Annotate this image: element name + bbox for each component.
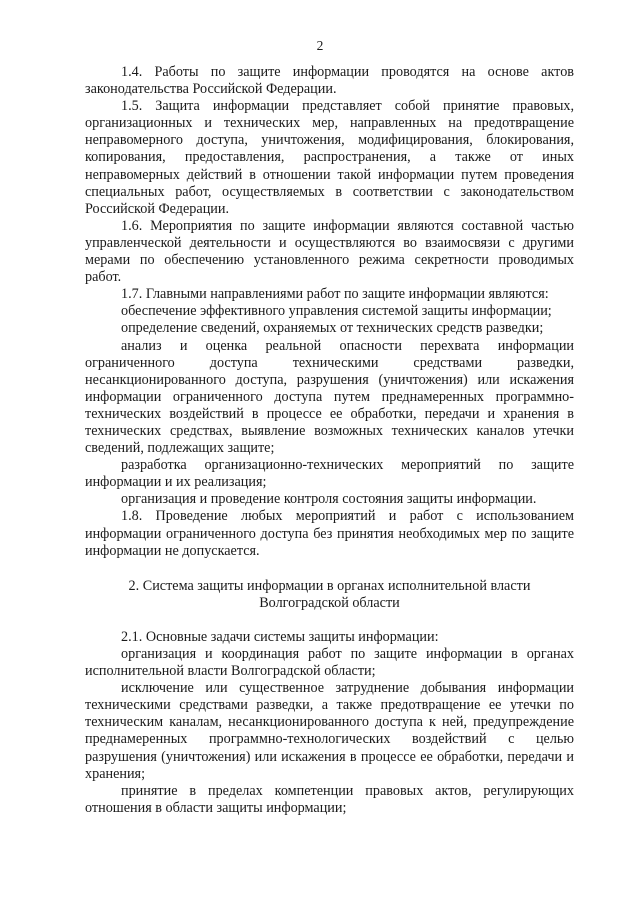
list-item-legal-acts: принятие в пределах компетенции правовых актов, регулирующих отношения в области защиты информации; [85, 782, 574, 816]
paragraph-1-8: 1.8. Проведение любых мероприятий и работ с использованием информации ограниченного доступа без принятия необходимых мер по защите информации не допускается. [85, 508, 574, 559]
page-number: 2 [316, 38, 324, 53]
list-item-control: организация и проведение контроля состояния защиты информации. [121, 491, 537, 508]
list-item-coordination: организация и координация работ по защите информации в органах исполнительной власти Волгоградской области; [85, 646, 574, 680]
document-body [85, 64, 574, 817]
list-item-prevention: исключение или существенное затруднение добывания информации техническими средствами разведки, а также предотвращение ее утечки по техническим каналам, несанкционированного доступа к ней, предупреждение преднамеренных программно-технологических воздействий с целью разрушения (уничтожения) или искажения в процессе ее обработки, передачи и хранения; [85, 680, 574, 782]
section-heading: 2. Система защиты информации в органах исполнительной власти Волгоградской области [128, 577, 531, 611]
paragraph-1-4: 1.4. Работы по защите информации проводятся на основе актов законодательства Российской Федерации. [85, 64, 574, 98]
list-item-measures: разработка организационно-технических мероприятий по защите информации и их реализация; [85, 457, 574, 491]
paragraph-1-6: 1.6. Мероприятия по защите информации являются составной частью управленческой деятельности и осуществляются во взаимосвязи с другими мерами по обеспечению установленного режима секретности проводимых работ. [85, 217, 574, 286]
list-item-threat-analysis: анализ и оценка реальной опасности перехвата информации ограниченного доступа техническими средствами разведки, несанкционированного доступа, разрушения (уничтожения) или искажения информации ограниченного доступа путем преднамеренных программно-технических воздействий в процессе ее обработки, передачи и хранения в технических средствах, выявление возможных технических каналов утечки сведений, подлежащих защите; [85, 337, 574, 457]
paragraph-1-7: 1.7. Главными направлениями работ по защите информации являются: [121, 286, 549, 303]
paragraph-2-1: 2.1. Основные задачи системы защиты информации: [121, 628, 439, 645]
list-item-protected-info: определение сведений, охраняемых от технических средств разведки; [121, 320, 544, 337]
list-item-management: обеспечение эффективного управления системой защиты информации; [121, 303, 552, 320]
paragraph-1-5: 1.5. Защита информации представляет собой принятие правовых, организационных и технических мер, направленных на предотвращение неправомерного доступа, уничтожения, модифицирования, блокирования, копирования, предоставления, распространения, а также от иных неправомерных действий в отношении такой информации путем проведения специальных работ, осуществляемых в соответствии с законодательством Российской Федерации. [85, 98, 574, 217]
